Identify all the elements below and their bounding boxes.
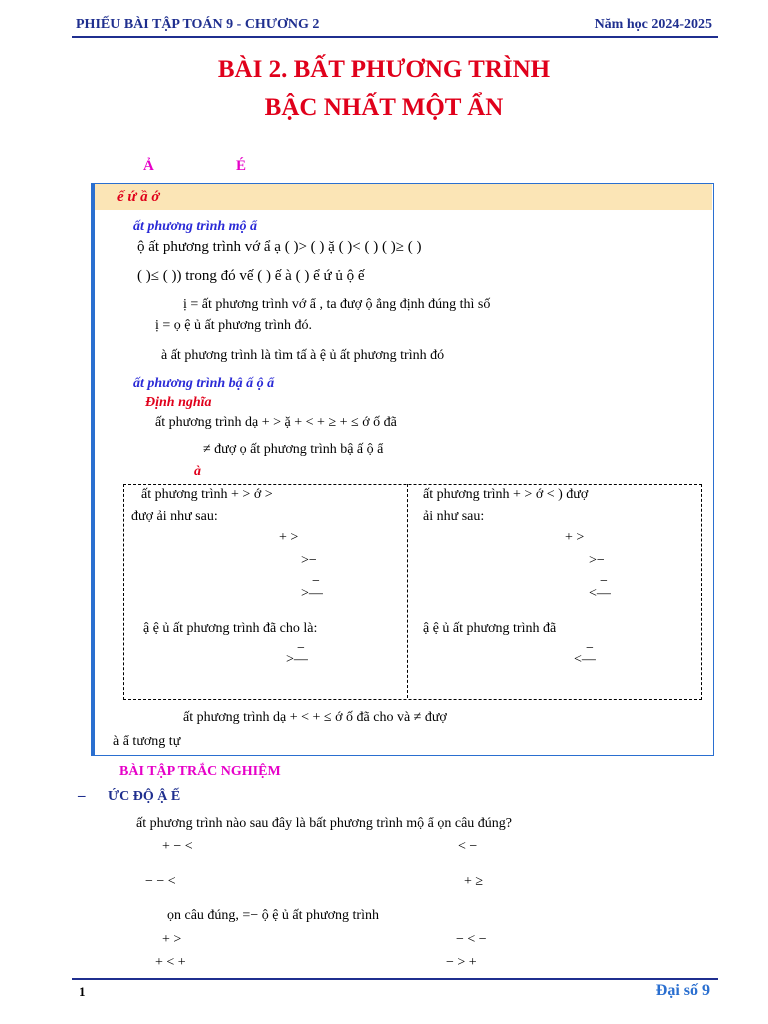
- section-1-title: ất phương trình mộ ẩ: [133, 219, 258, 234]
- section-a-label-2: É: [236, 158, 247, 174]
- question-2-option-c: + < +: [155, 955, 186, 970]
- theory-box-accent: [91, 183, 95, 755]
- right-col-line-2: ải như sau:: [423, 509, 485, 524]
- definition-title: Định nghĩa: [145, 395, 212, 410]
- left-col-line-3: + >: [279, 530, 299, 545]
- footer-right: Đại số 9: [655, 982, 710, 999]
- question-2: ọn câu đúng, =− ộ ệ ủ ất phương trình: [167, 908, 379, 923]
- right-col-line-9: <—: [574, 652, 596, 667]
- question-1-option-a: + − <: [162, 839, 193, 854]
- left-col-line-6: >—: [301, 586, 323, 601]
- theory-box-header: [95, 184, 712, 210]
- right-col-line-1: ất phương trình + > ớ < ) đượ: [423, 487, 589, 502]
- left-col-line-2: đượ ải như sau:: [131, 509, 218, 524]
- right-col-line-3: + >: [565, 530, 585, 545]
- left-col-line-8: −: [297, 641, 305, 656]
- question-2-option-b: − < −: [456, 932, 487, 947]
- level-dash: –: [78, 788, 86, 804]
- left-col-line-5: −: [312, 574, 320, 589]
- left-col-line-9: >—: [286, 652, 308, 667]
- definition-line-2: ≠ đượ ọ ất phương trình bậ ấ ộ ẩ: [203, 442, 384, 457]
- theory-line-2: ( )≤ ( )) trong đó vế ( ) ế à ( ) ể ứ ủ ộ ế: [137, 268, 365, 284]
- page-title-line1: BÀI 2. BẤT PHƯƠNG TRÌNH: [217, 56, 551, 83]
- exercise-section-title: BÀI TẬP TRẮC NGHIỆM: [119, 764, 281, 779]
- theory-line-1: ộ ất phương trình vớ ẩ ạ ( )> ( ) ặ ( )< ( ) ( )≥ ( ): [137, 239, 422, 255]
- question-1-option-d: + ≥: [464, 874, 484, 889]
- section-2-title: ất phương trình bậ ấ ộ ẩ: [133, 376, 275, 391]
- section-a-label-1: Ả: [143, 158, 154, 174]
- header-divider: [72, 36, 718, 38]
- example-table-divider: [407, 484, 408, 698]
- box-footer-line-2: à ẩ tương tự: [113, 734, 181, 749]
- right-col-line-4: >−: [589, 553, 605, 568]
- header-left: PHIẾU BÀI TẬP TOÁN 9 - CHƯƠNG 2: [76, 17, 320, 32]
- question-1: ất phương trình nào sau đây là bất phương trình mộ ẩ ọn câu đúng?: [136, 816, 513, 831]
- right-col-line-7: ậ ệ ủ ất phương trình đã: [423, 621, 557, 636]
- question-2-option-d: − > +: [446, 955, 477, 970]
- definition-line-1: ất phương trình dạ + > ặ + < + ≥ + ≤ ớ ố đã: [155, 415, 397, 430]
- header-right: Năm học 2024-2025: [594, 17, 712, 32]
- theory-line-3: ị = ất phương trình vớ ẩ , ta đượ ộ ẳng định đúng thì số: [183, 297, 491, 312]
- page-title-line2: BẬC NHẤT MỘT ẨN: [264, 94, 504, 121]
- right-col-line-8: −: [586, 641, 594, 656]
- question-1-option-c: − − <: [145, 874, 176, 889]
- theory-line-4: ị = ọ ệ ủ ất phương trình đó.: [155, 318, 313, 333]
- theory-line-5: à ất phương trình là tìm tấ à ệ ủ ất phương trình đó: [161, 348, 445, 363]
- right-col-line-6: <—: [589, 586, 611, 601]
- left-col-line-1: ất phương trình + > ớ >: [141, 487, 273, 502]
- question-1-option-b: < −: [458, 839, 478, 854]
- page-number: 1: [79, 984, 86, 999]
- left-col-line-4: >−: [301, 553, 317, 568]
- question-2-option-a: + >: [162, 932, 182, 947]
- left-col-line-7: ậ ệ ủ ất phương trình đã cho là:: [143, 621, 318, 636]
- theory-box-title: ế ứ ầ ớ: [117, 189, 160, 205]
- footer-divider: [72, 978, 718, 980]
- example-label: à: [194, 464, 201, 479]
- right-col-line-5: −: [600, 574, 608, 589]
- box-footer-line-1: ất phương trình dạ + < + ≤ ớ ố đã cho và ≠ đượ: [183, 710, 447, 725]
- level-title: ỨC ĐỘ Ậ Ế: [108, 789, 181, 804]
